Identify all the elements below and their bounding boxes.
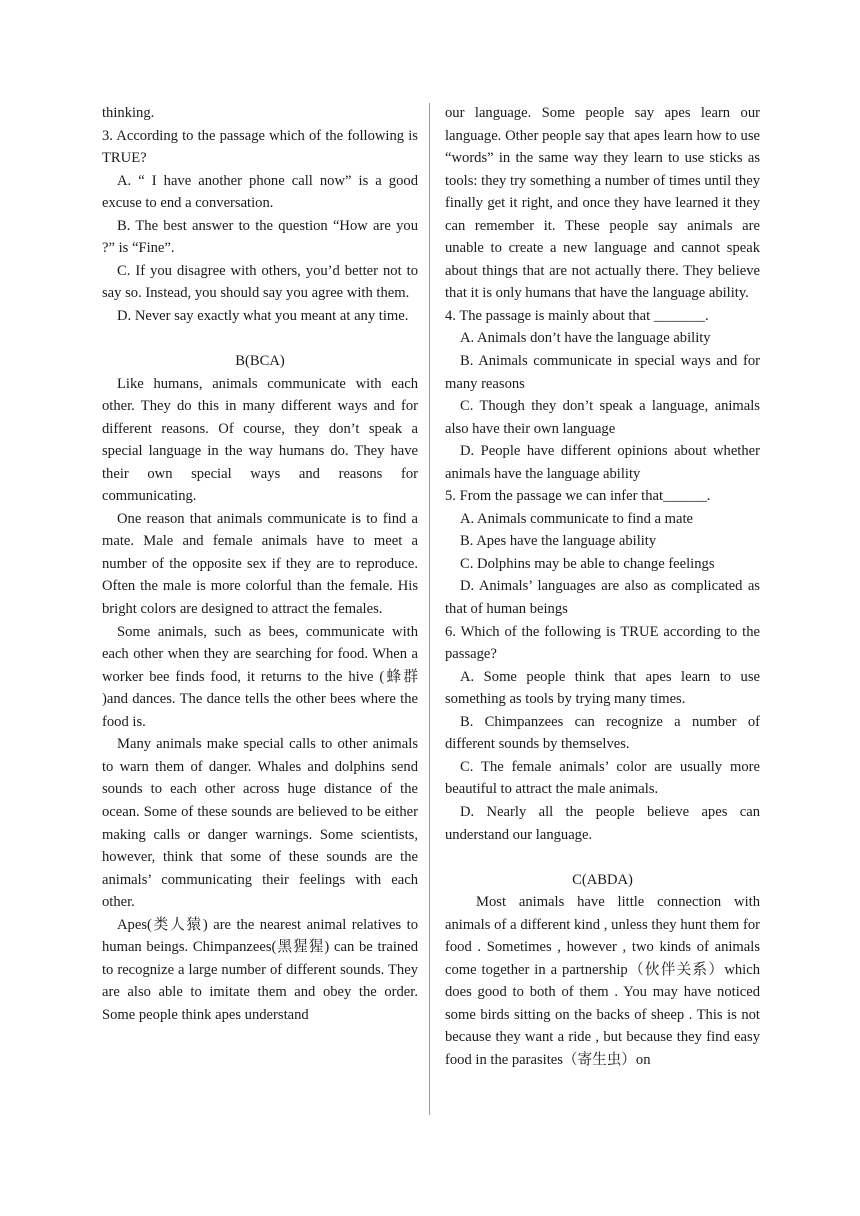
question-6: 6. Which of the following is TRUE according to the passage?	[445, 623, 760, 663]
option-a: A. Some people think that apes learn to use something as tools by trying many times.	[445, 668, 760, 708]
spacer	[445, 846, 760, 869]
option-c: C. Though they don’t speak a language, animals also have their own language	[445, 398, 760, 437]
option-c: C. The female animals’ color are usually more beautiful to attract the male animals.	[445, 758, 760, 798]
right-column	[445, 102, 760, 1072]
paragraph: Apes(类人猿) are the nearest animal relatives to human beings. Chimpanzees(黑猩猩) can be trained to recognize a large number of different sounds. They are also able to imitate them and obey the order. Some people think apes understand	[102, 916, 418, 1023]
option-d: D. People have different opinions about whether animals have the language ability	[445, 443, 760, 482]
paragraph: One reason that animals communicate is to find a mate. Male and female animals have to meet a number of the opposite sex if they are to reproduce. Often the male is more colorful than the female. His bright colors are designed to attract the females.	[102, 510, 418, 618]
question-4: 4. The passage is mainly about that _______.	[445, 307, 709, 324]
option-a: A. Animals don’t have the language ability	[460, 330, 711, 347]
option-d: D. Never say exactly what you meant at any time.	[117, 307, 409, 324]
question-5: 5. From the passage we can infer that______.	[445, 488, 711, 505]
paragraph: Like humans, animals communicate with each other. They do this in many different ways and for different reasons. Of course, they don’t speak a special language in the way humans do. They have their own special ways and reasons for communicating.	[102, 375, 418, 505]
option-a: A. Animals communicate to find a mate	[460, 510, 694, 527]
option-d: D. Animals’ languages are also as complicated as that of human beings	[445, 578, 760, 618]
option-b: B. Chimpanzees can recognize a number of different sounds by themselves.	[445, 713, 760, 753]
paragraph: Most animals have little connection with animals of a different kind , unless they hunt them for food . Sometimes , however , two kinds of animals come together in a partnership（伙伴关系）which does good to both of them . You may have noticed some birds sitting on the backs of sheep . This is not because they want a ride , but because they find easy food in the parasites（寄生虫）on	[445, 894, 760, 1068]
spacer	[102, 327, 418, 350]
option-c: C. If you disagree with others, you’d better not to say so. Instead, you should say you agree with them.	[102, 262, 418, 302]
option-a: A. “ I have another phone call now” is a good excuse to end a conversation.	[102, 172, 418, 212]
paragraph: Some animals, such as bees, communicate with each other when they are searching for food. When a worker bee finds food, it returns to the hive (蜂群 )and dances. The dance tells the other bees where the food is.	[102, 623, 418, 730]
option-b: B. The best answer to the question “How are you ?” is “Fine”.	[102, 217, 418, 257]
section-b-title: B(BCA)	[235, 353, 285, 370]
paragraph: thinking.	[102, 105, 155, 121]
question-3: 3. According to the passage which of the following is TRUE?	[102, 127, 418, 167]
paragraph: our language. Some people say apes learn our language. Other people say that apes learn how to use “words” in the same way they learn to use sticks as tools: they try something a number of times until they finally get it right, and once they have learned it they can remember it. These people say animals are unable to create a new language and cannot speak about things that are not actually there. They believe that it is only humans that have the language ability.	[445, 105, 760, 302]
option-d: D. Nearly all the people believe apes can understand our language.	[445, 803, 760, 843]
left-column	[102, 102, 418, 1026]
option-c: C. Dolphins may be able to change feelings	[460, 555, 715, 572]
paragraph: Many animals make special calls to other animals to warn them of danger. Whales and dolphins send sounds to each other across huge distance of the ocean. Some of these sounds are believed to be either making calls or danger warnings. Some scientists, however, think that some of these sounds are the animals’ communicating their feelings with each other.	[102, 736, 418, 911]
option-b: B. Animals communicate in special ways and for many reasons	[445, 353, 760, 392]
option-b: B. Apes have the language ability	[460, 533, 657, 550]
column-divider	[429, 103, 430, 1115]
section-c-title: C(ABDA)	[572, 871, 633, 888]
